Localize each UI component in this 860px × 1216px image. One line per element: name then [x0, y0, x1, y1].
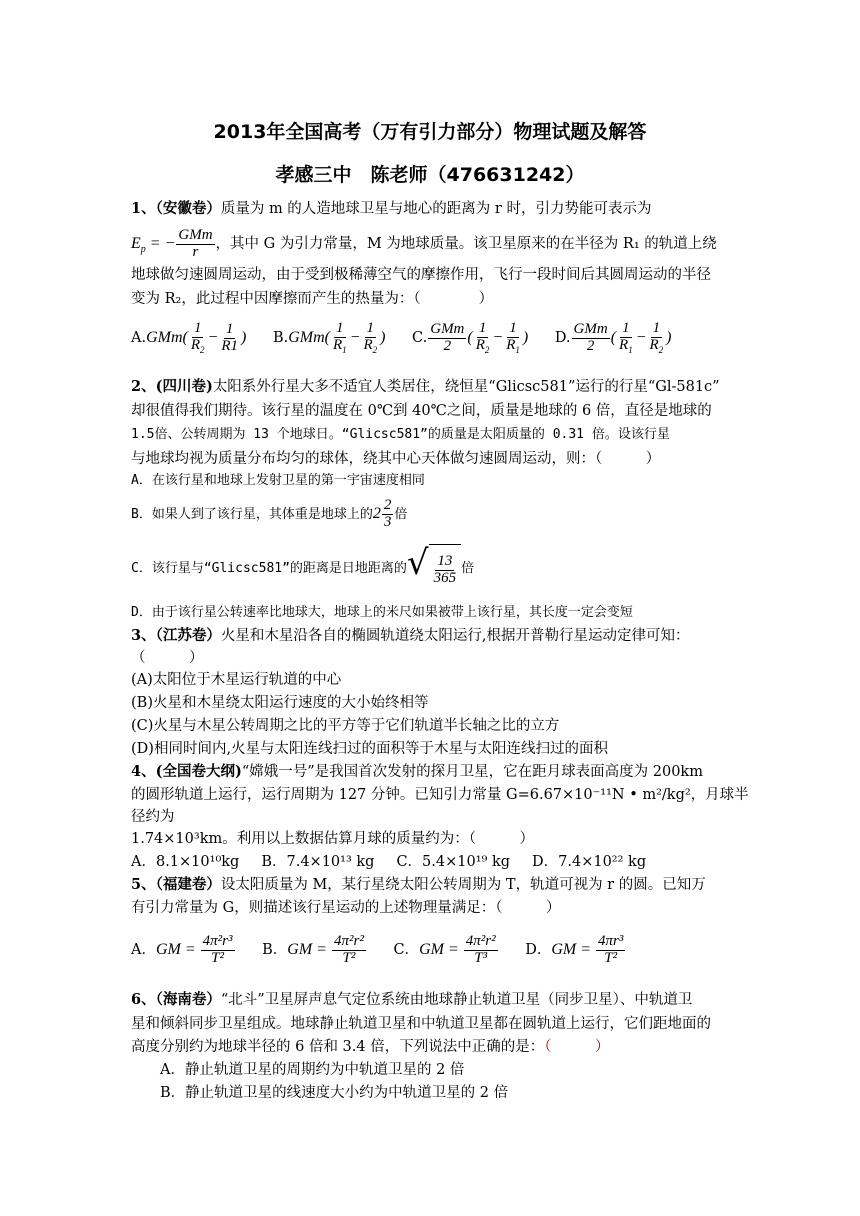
q6-text-2: 星和倾斜同步卫星组成。地球静止轨道卫星和中轨道卫星都在圆轨道上运行，它们距地面的: [131, 1016, 711, 1032]
q2-text-1: 太阳系外行星大多不适宜人类居住，绕恒星“Glicsc581”运行的行星“Gl-581c”: [212, 379, 720, 395]
q3-source: （江苏卷）: [155, 627, 221, 644]
q3-text-1: 火星和木星沿各自的椭圆轨道绕太阳运行,根据开普勒行星运动定律可知：: [220, 628, 690, 644]
q2-option-c[interactable]: C．该行星与“Glicsc581”的距离是日地距离的 √ $\frac{13}{365}$ 倍: [131, 544, 474, 593]
q6-line3: [131, 1036, 609, 1058]
q4-text-1: “嫦娥一号”是我国首次发射的探月卫星，它在距月球表面高度为 200km: [241, 764, 703, 780]
q2-text-3: 1.5倍、公转周期为 13 个地球日。“Glicsc581”的质量是太阳质量的 0.31 倍。设该行星: [131, 427, 670, 442]
q5-number: 5、: [131, 876, 156, 893]
q6-text-1: “北斗”卫星屏声息气定位系统由地球静止轨道卫星（同步卫星）、中轨道卫: [220, 992, 693, 1008]
q6-source: （海南卷）: [155, 991, 221, 1008]
q4-option-c[interactable]: C．5.4×10¹⁹ kg: [396, 854, 511, 870]
q4-number: 4、: [131, 763, 156, 780]
q1-number: 1、: [131, 200, 156, 217]
q1-text-4: 变为 R₂，此过程中因摩擦而产生的热量为：（ ）: [131, 291, 494, 307]
q3-option-a[interactable]: (A)太阳位于木星运行轨道的中心: [131, 672, 342, 688]
q1-option-c[interactable]: C. $\frac{\text{GMm}}{2}$ ( $\frac{1}{R_2}$ − $\frac{1}{R_1}$ ): [412, 320, 529, 355]
q2-text-4: 与地球均视为质量分布均匀的球体，绕其中心天体做匀速圆周运动，则：（ ）: [131, 451, 661, 467]
q2-option-d[interactable]: D．由于该行星公转速率比地球大，地球上的米尺如果被带上该行星，其长度一定会变短: [131, 605, 633, 620]
q3-option-c[interactable]: (C)火星与木星公转周期之比的平方等于它们轨道半长轴之比的立方: [131, 718, 560, 734]
q2-line1: [131, 376, 720, 398]
q5-option-a[interactable]: A．GM = $\frac{\text{4π²r³}}{\text{T²}}$: [131, 933, 233, 966]
document-title: 2013年全国高考（万有引力部分）物理试题及解答: [213, 121, 647, 143]
q5-option-d[interactable]: D．GM = $\frac{\text{4πr³}}{\text{T²}}$: [525, 933, 624, 966]
q5-source: （福建卷）: [155, 876, 221, 893]
q3-line1: [131, 625, 689, 647]
q4-text-4: 1.74×10³km。利用以上数据估算月球的质量约为：（ ）: [131, 831, 534, 847]
q3-option-d[interactable]: (D)相同时间内,火星与太阳连线扫过的面积等于木星与太阳连线扫过的面积: [131, 741, 609, 757]
sqrt-symbol: √ $\frac{13}{365}$: [407, 544, 461, 593]
q4-text-2: 的圆形轨道上运行，运行周期为 127 分钟。已知引力常量 G=6.67×10⁻¹¹N • m²/kg²，月球半: [131, 787, 749, 803]
q2-option-b[interactable]: B．如果人到了该行星，其体重是地球上的2 $\frac{2}{3}$ 倍: [131, 497, 408, 530]
q4-text-3: 径约为: [131, 809, 175, 825]
q1-option-b[interactable]: B.GMm( $\frac{1}{R_1}$ − $\frac{1}{R_2}$ ): [272, 320, 386, 355]
q5-option-c[interactable]: C．GM = $\frac{\text{4π²r²}}{\text{T³}}$: [393, 933, 496, 966]
q4-line1: [131, 761, 703, 783]
q5-options: [131, 926, 648, 974]
q4-option-b[interactable]: B．7.4×10¹³ kg: [261, 854, 375, 870]
q3-number: 3、: [131, 627, 156, 644]
q3-option-b[interactable]: (B)火星和木星绕太阳运行速度的大小始终相等: [131, 695, 429, 711]
q4-source: (全国卷大纲): [155, 763, 242, 780]
q5-text-1: 设太阳质量为 M，某行星绕太阳公转周期为 T，轨道可视为 r 的圆。已知万: [220, 877, 706, 893]
q3-text-2: （ ）: [131, 650, 204, 666]
q1-option-a[interactable]: A.GMm( $\frac{1}{R_2}$ − $\frac{1}{R1}$ ): [131, 320, 247, 355]
q6-answer-blank: （ ）: [544, 1039, 610, 1055]
q6-line1: [131, 989, 692, 1011]
q6-number: 6、: [131, 991, 156, 1008]
q6-option-b[interactable]: B．静止轨道卫星的线速度大小约为中轨道卫星的 2 倍: [160, 1085, 509, 1101]
q1-text-2: ，其中 G 为引力常量，M 为地球质量。该卫星原来的在半径为 R₁ 的轨道上绕: [215, 236, 717, 252]
q4-option-a[interactable]: A．8.1×10¹⁰kg: [131, 854, 240, 870]
q2-option-a[interactable]: A．在该行星和地球上发射卫星的第一宇宙速度相同: [131, 473, 425, 488]
q2-header: 2、(四川卷): [131, 378, 213, 395]
q6-text-3: 高度分别约为地球半径的 6 倍和 3.4 倍，下列说法中正确的是：: [131, 1039, 545, 1055]
q4-option-d[interactable]: D．7.4×10²² kg: [532, 854, 647, 870]
q1-option-d[interactable]: D. $\frac{\text{GMm}}{2}$ ( $\frac{1}{R_1}$ − $\frac{1}{R_2}$ ): [554, 320, 672, 355]
document-author: 孝感三中 陈老师（476631242）: [275, 164, 585, 186]
q1-options: [131, 316, 694, 360]
q1-formula-ep: $E_p$ = − $\frac{\text{GMm}}{r}$: [131, 227, 213, 260]
q1-text-3: 地球做匀速圆周运动，由于受到极稀薄空气的摩擦作用，飞行一段时间后其圆周运动的半径: [131, 267, 711, 283]
q1-text-1: 质量为 m 的人造地球卫星与地心的距离为 r 时，引力势能可表示为: [220, 201, 652, 217]
q6-option-a[interactable]: A．静止轨道卫星的周期约为中轨道卫星的 2 倍: [160, 1062, 465, 1078]
q2-text-2: 却很值得我们期待。该行星的温度在 0℃到 40℃之间，质量是地球的 6 倍，直径是地球的: [131, 403, 712, 419]
q5-text-2: 有引力常量为 G，则描述该行星运动的上述物理量满足：（ ）: [131, 900, 561, 916]
q5-line1: [131, 874, 706, 896]
q5-option-b[interactable]: B．GM = $\frac{\text{4π²r²}}{\text{T²}}$: [262, 933, 364, 966]
q1-source: （安徽卷）: [155, 200, 221, 217]
q1-line1: [131, 198, 651, 220]
q4-options: [131, 851, 668, 873]
